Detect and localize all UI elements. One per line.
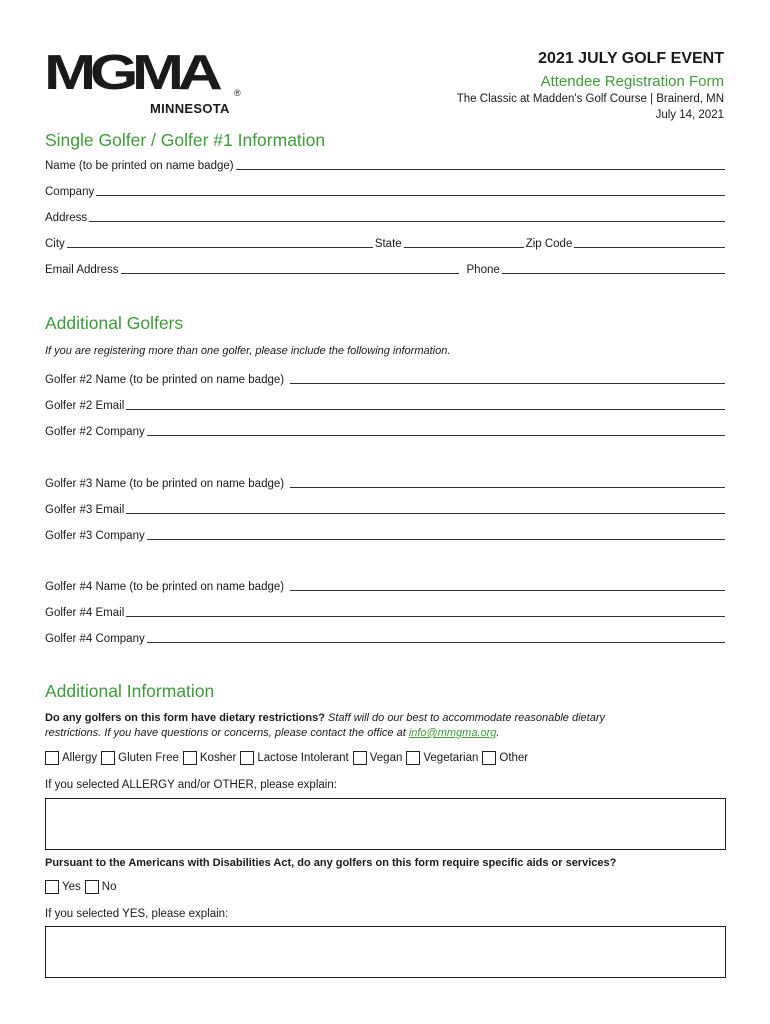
option-lactose-intolerant[interactable] <box>238 751 348 765</box>
option-allergy-label: Allergy <box>62 752 98 764</box>
dietary-note-2: restrictions. If you have questions or concerns, please contact the office at <box>45 727 406 739</box>
address-label: Address <box>45 212 88 224</box>
option-vegan[interactable] <box>351 751 403 765</box>
city-label: City <box>45 238 65 250</box>
zip-input-line[interactable] <box>574 236 725 248</box>
golfer3-company-field[interactable] <box>45 526 725 542</box>
golfer2-name-field[interactable] <box>45 370 725 386</box>
option-yes-label: Yes <box>62 881 81 893</box>
dietary-question: Do any golfers on this form have dietary restrictions? <box>45 712 325 724</box>
logo-subtitle: MINNESOTA <box>150 101 230 116</box>
form-subtitle: Attendee Registration Form <box>540 73 724 90</box>
event-date: July 14, 2021 <box>655 109 724 121</box>
option-no-label: No <box>101 881 117 893</box>
golfer4-company-label: Golfer #4 Company <box>45 633 145 645</box>
section-title-additional-info: Additional Information <box>45 681 215 701</box>
dietary-note-line <box>45 727 499 739</box>
company-input-line[interactable] <box>96 184 725 196</box>
allergy-explain-textarea[interactable] <box>45 798 726 850</box>
allergy-explain-label: If you selected ALLERGY and/or OTHER, please explain: <box>45 779 337 791</box>
email-phone-row <box>45 260 725 276</box>
ada-question: Pursuant to the Americans with Disabilities Act, do any golfers on this form require specific aids or services? <box>45 857 617 869</box>
ada-explain-label: If you selected YES, please explain: <box>45 908 229 920</box>
golfer3-name-input-line[interactable] <box>290 476 725 488</box>
phone-input-line[interactable] <box>502 262 725 274</box>
additional-golfers-note: If you are registering more than one golfer, please include the following information. <box>45 345 451 357</box>
section-title-golfer1: Single Golfer / Golfer #1 Information <box>45 130 326 150</box>
golfer2-name-label: Golfer #2 Name (to be printed on name badge) <box>45 374 285 386</box>
option-other-label: Other <box>499 752 529 764</box>
checkbox-allergy[interactable] <box>45 751 59 765</box>
office-email-link[interactable]: info@mmgma.org <box>408 727 497 739</box>
golfer3-company-label: Golfer #3 Company <box>45 530 145 542</box>
dietary-options <box>45 751 530 765</box>
state-input-line[interactable] <box>404 236 524 248</box>
golfer3-name-field[interactable] <box>45 474 725 490</box>
golfer4-company-field[interactable] <box>45 629 725 645</box>
option-yes[interactable] <box>45 880 81 894</box>
option-gluten-free[interactable] <box>99 751 179 765</box>
name-label: Name (to be printed on name badge) <box>45 160 234 172</box>
ada-explain-textarea[interactable] <box>45 926 726 978</box>
company-label: Company <box>45 186 95 198</box>
logo-wordmark: MGMA <box>44 44 217 96</box>
golfer2-company-field[interactable] <box>45 422 725 438</box>
golfer3-name-label: Golfer #3 Name (to be printed on name badge) <box>45 478 285 490</box>
golfer4-email-field[interactable] <box>45 603 725 619</box>
address-field[interactable] <box>45 208 725 224</box>
email-label: Email Address <box>45 264 119 276</box>
option-vegetarian-label: Vegetarian <box>423 752 479 764</box>
golfer4-email-label: Golfer #4 Email <box>45 607 125 619</box>
checkbox-gluten-free[interactable] <box>101 751 115 765</box>
golfer4-name-field[interactable] <box>45 577 725 593</box>
option-vegetarian[interactable] <box>404 751 478 765</box>
option-allergy[interactable] <box>45 751 97 765</box>
option-other[interactable] <box>480 751 528 765</box>
mgma-logo <box>44 44 244 96</box>
dietary-note-1: Staff will do our best to accommodate reasonable dietary <box>328 712 605 724</box>
phone-label: Phone <box>466 264 500 276</box>
option-no[interactable] <box>83 880 117 894</box>
dietary-note-period: . <box>496 727 500 739</box>
option-gluten-free-label: Gluten Free <box>118 752 179 764</box>
golfer4-email-input-line[interactable] <box>126 605 725 617</box>
checkbox-lactose-intolerant[interactable] <box>240 751 254 765</box>
company-field[interactable] <box>45 182 725 198</box>
golfer2-email-label: Golfer #2 Email <box>45 400 125 412</box>
checkbox-vegetarian[interactable] <box>406 751 420 765</box>
zip-label: Zip Code <box>525 238 573 250</box>
golfer2-company-label: Golfer #2 Company <box>45 426 145 438</box>
ada-options <box>45 880 118 894</box>
checkbox-other[interactable] <box>482 751 496 765</box>
checkbox-no[interactable] <box>85 880 99 894</box>
email-input-line[interactable] <box>121 262 459 274</box>
option-kosher-label: Kosher <box>199 752 237 764</box>
city-input-line[interactable] <box>67 236 373 248</box>
golfer2-email-field[interactable] <box>45 396 725 412</box>
name-input-line[interactable] <box>236 158 725 170</box>
golfer3-email-label: Golfer #3 Email <box>45 504 125 516</box>
checkbox-yes[interactable] <box>45 880 59 894</box>
registered-mark: ® <box>234 88 241 96</box>
option-kosher[interactable] <box>181 751 236 765</box>
option-lactose-intolerant-label: Lactose Intolerant <box>257 752 349 764</box>
city-state-zip-row <box>45 234 725 250</box>
checkbox-kosher[interactable] <box>183 751 197 765</box>
golfer3-email-field[interactable] <box>45 500 725 516</box>
checkbox-vegan[interactable] <box>353 751 367 765</box>
section-title-additional-golfers: Additional Golfers <box>45 313 184 333</box>
event-title: 2021 JULY GOLF EVENT <box>538 50 724 67</box>
golfer2-name-input-line[interactable] <box>290 372 725 384</box>
golfer3-company-input-line[interactable] <box>147 528 725 540</box>
golfer2-company-input-line[interactable] <box>147 424 725 436</box>
address-input-line[interactable] <box>89 210 725 222</box>
golfer3-email-input-line[interactable] <box>126 502 725 514</box>
option-vegan-label: Vegan <box>369 752 403 764</box>
name-field[interactable] <box>45 156 725 172</box>
golfer2-email-input-line[interactable] <box>126 398 725 410</box>
state-label: State <box>374 238 402 250</box>
dietary-question-line <box>45 712 605 724</box>
golfer4-company-input-line[interactable] <box>147 631 725 643</box>
golfer4-name-input-line[interactable] <box>290 579 725 591</box>
golfer4-name-label: Golfer #4 Name (to be printed on name badge) <box>45 581 285 593</box>
event-location: The Classic at Madden's Golf Course | Brainerd, MN <box>456 93 724 105</box>
